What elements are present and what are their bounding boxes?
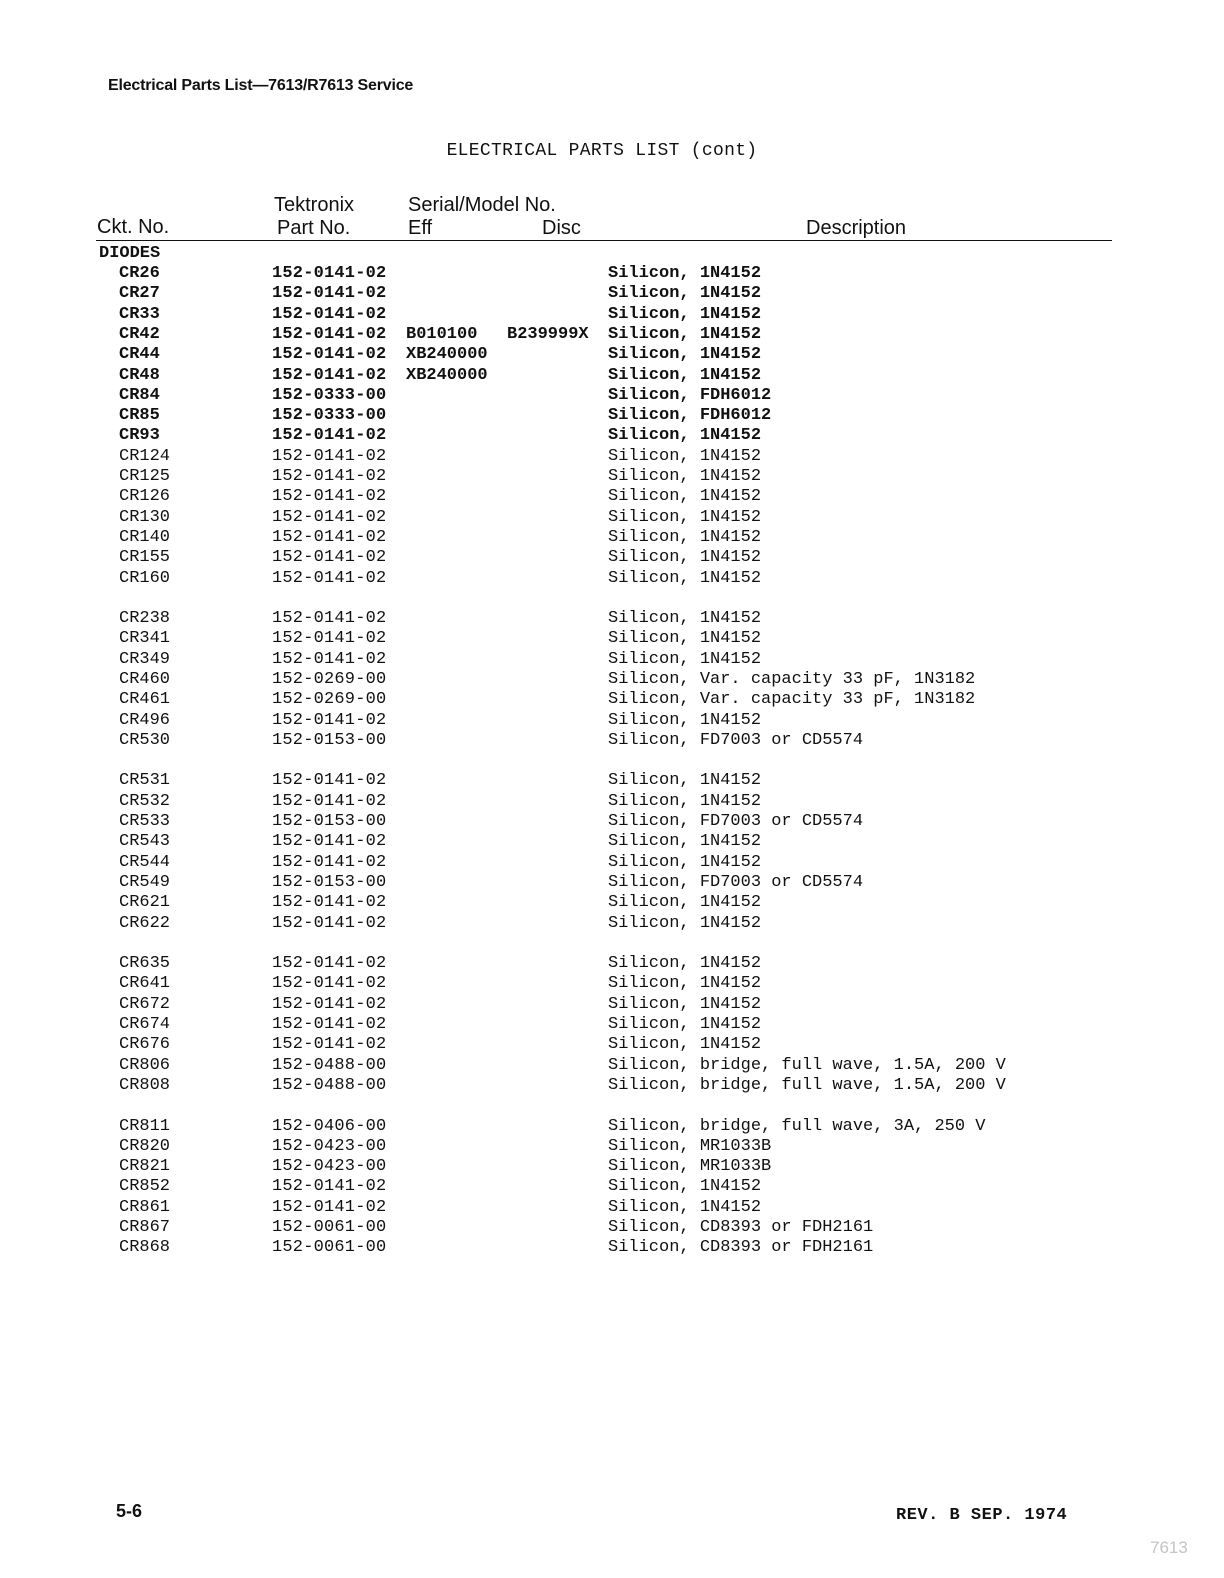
ckt-no-cell: CR93 <box>119 426 160 445</box>
ckt-no-cell: CR821 <box>119 1157 171 1176</box>
table-row <box>0 305 1224 325</box>
part-no-cell: 152-0141-02 <box>272 284 387 303</box>
part-no-cell: 152-0488-00 <box>272 1056 387 1075</box>
table-row <box>0 1198 1224 1218</box>
part-no-cell: 152-0141-02 <box>272 609 387 628</box>
description-cell: Silicon, FDH6012 <box>608 406 772 425</box>
part-no-cell: 152-0141-02 <box>272 569 387 588</box>
page-number: 5-6 <box>116 1501 143 1521</box>
description-cell: Silicon, 1N4152 <box>608 426 762 445</box>
ckt-no-cell: CR126 <box>119 487 171 506</box>
table-row <box>0 995 1224 1015</box>
description-cell: Silicon, Var. capacity 33 pF, 1N3182 <box>608 670 976 689</box>
description-cell: Silicon, 1N4152 <box>608 629 762 648</box>
table-row <box>0 487 1224 507</box>
part-no-cell: 152-0153-00 <box>272 731 387 750</box>
ckt-no-cell: CR532 <box>119 792 171 811</box>
part-no-cell: 152-0141-02 <box>272 974 387 993</box>
table-row <box>0 569 1224 589</box>
ckt-no-cell: CR868 <box>119 1238 171 1257</box>
ckt-no-cell: CR44 <box>119 345 160 364</box>
part-no-cell: 152-0141-02 <box>272 1177 387 1196</box>
part-no-cell: 152-0061-00 <box>272 1238 387 1257</box>
serial-eff-cell: B010100 <box>406 325 478 344</box>
ckt-no-cell: CR461 <box>119 690 171 709</box>
part-no-cell: 152-0423-00 <box>272 1137 387 1156</box>
part-no-cell: 152-0141-02 <box>272 345 387 364</box>
table-row <box>0 345 1224 365</box>
table-row <box>0 508 1224 528</box>
description-cell: Silicon, MR1033B <box>608 1157 772 1176</box>
description-cell: Silicon, FD7003 or CD5574 <box>608 731 864 750</box>
table-row <box>0 711 1224 731</box>
ckt-no-cell: CR48 <box>119 366 160 385</box>
section-heading: DIODES <box>99 244 161 263</box>
table-row <box>0 264 1224 284</box>
part-no-cell: 152-0141-02 <box>272 771 387 790</box>
table-row <box>0 386 1224 406</box>
ckt-no-cell: CR641 <box>119 974 171 993</box>
part-no-cell: 152-0141-02 <box>272 426 387 445</box>
part-no-cell: 152-0141-02 <box>272 792 387 811</box>
ckt-no-cell: CR160 <box>119 569 171 588</box>
ckt-no-cell: CR530 <box>119 731 171 750</box>
column-header-serial-model: Serial/Model No. <box>408 194 556 216</box>
table-row <box>0 650 1224 670</box>
ckt-no-cell: CR549 <box>119 873 171 892</box>
description-cell: Silicon, 1N4152 <box>608 345 762 364</box>
part-no-cell: 152-0269-00 <box>272 670 387 689</box>
ckt-no-cell: CR130 <box>119 508 171 527</box>
revision-date: REV. B SEP. 1974 <box>896 1506 1068 1525</box>
description-cell: Silicon, 1N4152 <box>608 508 762 527</box>
table-row <box>0 629 1224 649</box>
ckt-no-cell: CR852 <box>119 1177 171 1196</box>
ckt-no-cell: CR140 <box>119 528 171 547</box>
table-row <box>0 690 1224 710</box>
table-row <box>0 954 1224 974</box>
table-row <box>0 1056 1224 1076</box>
ckt-no-cell: CR621 <box>119 893 171 912</box>
part-no-cell: 152-0141-02 <box>272 1198 387 1217</box>
part-no-cell: 152-0141-02 <box>272 650 387 669</box>
description-cell: Silicon, 1N4152 <box>608 650 762 669</box>
ckt-no-cell: CR26 <box>119 264 160 283</box>
description-cell: Silicon, 1N4152 <box>608 954 762 973</box>
table-row <box>0 914 1224 934</box>
ckt-no-cell: CR806 <box>119 1056 171 1075</box>
description-cell: Silicon, FDH6012 <box>608 386 772 405</box>
ckt-no-cell: CR460 <box>119 670 171 689</box>
ckt-no-cell: CR861 <box>119 1198 171 1217</box>
description-cell: Silicon, 1N4152 <box>608 1015 762 1034</box>
ckt-no-cell: CR808 <box>119 1076 171 1095</box>
description-cell: Silicon, 1N4152 <box>608 1177 762 1196</box>
description-cell: Silicon, 1N4152 <box>608 974 762 993</box>
description-cell: Silicon, 1N4152 <box>608 284 762 303</box>
description-cell: Silicon, 1N4152 <box>608 447 762 466</box>
part-no-cell: 152-0141-02 <box>272 1035 387 1054</box>
table-row <box>0 1015 1224 1035</box>
description-cell: Silicon, 1N4152 <box>608 548 762 567</box>
part-no-cell: 152-0141-02 <box>272 893 387 912</box>
column-header-description: Description <box>806 217 907 239</box>
ckt-no-cell: CR867 <box>119 1218 171 1237</box>
table-row <box>0 853 1224 873</box>
serial-eff-cell: XB240000 <box>406 345 488 364</box>
table-row <box>0 812 1224 832</box>
ckt-no-cell: CR349 <box>119 650 171 669</box>
ckt-no-cell: CR84 <box>119 386 160 405</box>
table-row <box>0 873 1224 893</box>
table-row <box>0 974 1224 994</box>
serial-disc-cell: B239999X <box>507 325 589 344</box>
description-cell: Silicon, 1N4152 <box>608 832 762 851</box>
description-cell: Silicon, FD7003 or CD5574 <box>608 812 864 831</box>
description-cell: Silicon, 1N4152 <box>608 914 762 933</box>
part-no-cell: 152-0141-02 <box>272 832 387 851</box>
part-no-cell: 152-0423-00 <box>272 1157 387 1176</box>
description-cell: Silicon, bridge, full wave, 3A, 250 V <box>608 1117 986 1136</box>
part-no-cell: 152-0141-02 <box>272 447 387 466</box>
column-header-disc: Disc <box>542 217 581 239</box>
description-cell: Silicon, 1N4152 <box>608 264 762 283</box>
ckt-no-cell: CR33 <box>119 305 160 324</box>
running-header: Electrical Parts List—7613/R7613 Service <box>108 77 414 94</box>
part-no-cell: 152-0269-00 <box>272 690 387 709</box>
table-row <box>0 1076 1224 1096</box>
part-no-cell: 152-0153-00 <box>272 873 387 892</box>
part-no-cell: 152-0333-00 <box>272 386 387 405</box>
part-no-cell: 152-0141-02 <box>272 366 387 385</box>
description-cell: Silicon, 1N4152 <box>608 528 762 547</box>
column-header-eff: Eff <box>408 217 433 239</box>
ckt-no-cell: CR533 <box>119 812 171 831</box>
ckt-no-cell: CR531 <box>119 771 171 790</box>
description-cell: Silicon, 1N4152 <box>608 467 762 486</box>
description-cell: Silicon, 1N4152 <box>608 305 762 324</box>
ckt-no-cell: CR27 <box>119 284 160 303</box>
table-row <box>0 548 1224 568</box>
list-title: ELECTRICAL PARTS LIST (cont) <box>446 141 758 161</box>
description-cell: Silicon, 1N4152 <box>608 853 762 872</box>
part-no-cell: 152-0141-02 <box>272 528 387 547</box>
ckt-no-cell: CR496 <box>119 711 171 730</box>
part-no-cell: 152-0141-02 <box>272 508 387 527</box>
part-no-cell: 152-0141-02 <box>272 954 387 973</box>
table-row <box>0 1137 1224 1157</box>
ckt-no-cell: CR155 <box>119 548 171 567</box>
table-row <box>0 528 1224 548</box>
table-row <box>0 670 1224 690</box>
part-no-cell: 152-0141-02 <box>272 711 387 730</box>
table-row <box>0 467 1224 487</box>
ckt-no-cell: CR238 <box>119 609 171 628</box>
table-row <box>0 325 1224 345</box>
part-no-cell: 152-0141-02 <box>272 1015 387 1034</box>
part-no-cell: 152-0141-02 <box>272 467 387 486</box>
part-no-cell: 152-0141-02 <box>272 914 387 933</box>
ckt-no-cell: CR543 <box>119 832 171 851</box>
description-cell: Silicon, MR1033B <box>608 1137 772 1156</box>
description-cell: Silicon, CD8393 or FDH2161 <box>608 1218 874 1237</box>
part-no-cell: 152-0488-00 <box>272 1076 387 1095</box>
part-no-cell: 152-0141-02 <box>272 629 387 648</box>
description-cell: Silicon, CD8393 or FDH2161 <box>608 1238 874 1257</box>
ckt-no-cell: CR672 <box>119 995 171 1014</box>
table-row <box>0 1218 1224 1238</box>
part-no-cell: 152-0141-02 <box>272 487 387 506</box>
part-no-cell: 152-0153-00 <box>272 812 387 831</box>
description-cell: Silicon, FD7003 or CD5574 <box>608 873 864 892</box>
part-no-cell: 152-0141-02 <box>272 995 387 1014</box>
description-cell: Silicon, 1N4152 <box>608 792 762 811</box>
description-cell: Silicon, 1N4152 <box>608 1198 762 1217</box>
table-row <box>0 426 1224 446</box>
description-cell: Silicon, 1N4152 <box>608 995 762 1014</box>
part-no-cell: 152-0333-00 <box>272 406 387 425</box>
part-no-cell: 152-0061-00 <box>272 1218 387 1237</box>
part-no-cell: 152-0141-02 <box>272 264 387 283</box>
description-cell: Silicon, 1N4152 <box>608 569 762 588</box>
column-header-ckt-no: Ckt. No. <box>97 216 170 238</box>
watermark: 7613 <box>1150 1538 1188 1557</box>
table-row <box>0 609 1224 629</box>
ckt-no-cell: CR125 <box>119 467 171 486</box>
table-row <box>0 832 1224 852</box>
ckt-no-cell: CR622 <box>119 914 171 933</box>
description-cell: Silicon, 1N4152 <box>608 893 762 912</box>
description-cell: Silicon, bridge, full wave, 1.5A, 200 V <box>608 1076 1006 1095</box>
description-cell: Silicon, 1N4152 <box>608 487 762 506</box>
description-cell: Silicon, 1N4152 <box>608 711 762 730</box>
column-header-tektronix: Tektronix <box>274 194 355 216</box>
ckt-no-cell: CR42 <box>119 325 160 344</box>
description-cell: Silicon, 1N4152 <box>608 609 762 628</box>
ckt-no-cell: CR341 <box>119 629 171 648</box>
ckt-no-cell: CR676 <box>119 1035 171 1054</box>
ckt-no-cell: CR820 <box>119 1137 171 1156</box>
ckt-no-cell: CR635 <box>119 954 171 973</box>
table-row <box>0 731 1224 751</box>
description-cell: Silicon, bridge, full wave, 1.5A, 200 V <box>608 1056 1006 1075</box>
table-row <box>0 792 1224 812</box>
ckt-no-cell: CR124 <box>119 447 171 466</box>
description-cell: Silicon, 1N4152 <box>608 366 762 385</box>
table-row <box>0 1177 1224 1197</box>
description-cell: Silicon, 1N4152 <box>608 325 762 344</box>
table-row <box>0 893 1224 913</box>
part-no-cell: 152-0141-02 <box>272 853 387 872</box>
ckt-no-cell: CR811 <box>119 1117 171 1136</box>
table-row <box>0 1238 1224 1258</box>
serial-eff-cell: XB240000 <box>406 366 488 385</box>
ckt-no-cell: CR544 <box>119 853 171 872</box>
table-row <box>0 1157 1224 1177</box>
table-row <box>0 406 1224 426</box>
part-no-cell: 152-0141-02 <box>272 325 387 344</box>
description-cell: Silicon, 1N4152 <box>608 1035 762 1054</box>
part-no-cell: 152-0141-02 <box>272 305 387 324</box>
description-cell: Silicon, 1N4152 <box>608 771 762 790</box>
ckt-no-cell: CR674 <box>119 1015 171 1034</box>
table-row <box>0 366 1224 386</box>
table-row <box>0 1035 1224 1055</box>
table-row <box>0 1117 1224 1137</box>
table-row <box>0 771 1224 791</box>
table-row <box>0 284 1224 304</box>
ckt-no-cell: CR85 <box>119 406 160 425</box>
part-no-cell: 152-0406-00 <box>272 1117 387 1136</box>
part-no-cell: 152-0141-02 <box>272 548 387 567</box>
column-header-part-no: Part No. <box>277 217 351 239</box>
description-cell: Silicon, Var. capacity 33 pF, 1N3182 <box>608 690 976 709</box>
table-row <box>0 447 1224 467</box>
